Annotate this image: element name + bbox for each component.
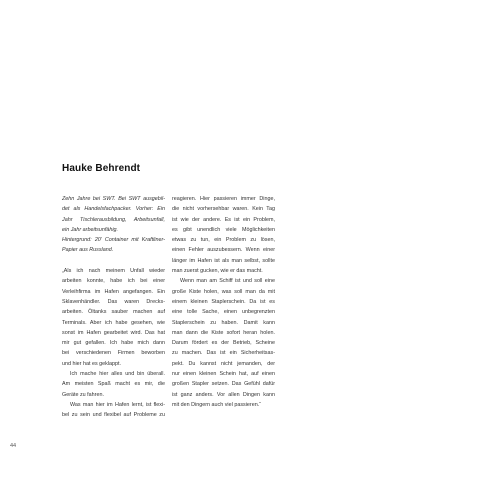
body-line: und hier hat es geklappt. <box>62 360 122 367</box>
body-line: ist ganz anders. Vor allen Dingen kann <box>172 391 275 398</box>
paragraph-gap <box>62 256 165 266</box>
right-column <box>172 194 275 410</box>
body-line: Wenn man am Schiff ist und soll eine <box>180 278 275 285</box>
body-line: länger im Hafen ist als man selbst, sollte <box>172 257 275 264</box>
intro-line: Jahr Tischlerausbildung, Arbeitsunfall, <box>62 216 165 223</box>
body-line: einem kleinen Staplerschein. Da ist es <box>172 298 275 305</box>
body-line: Was man hier im Hafen lernt, ist flexi- <box>70 401 165 408</box>
body-line: pekt. Du kannst nicht jemanden, der <box>172 360 275 367</box>
article-title: Hauke Behrendt <box>62 163 141 174</box>
body-text-left <box>62 266 165 420</box>
body-line: zu machen. Das ist ein Sicherheitsas- <box>172 350 275 357</box>
body-line: bel zu sein und flexibel auf Probleme zu <box>62 412 165 419</box>
intro-line: ein Jahr arbeitsunfähig. <box>62 226 119 233</box>
body-line: man zuerst gucken, wie er das macht. <box>172 268 263 275</box>
body-line: arbeiten. Öltanks sauber machen auf <box>62 309 165 316</box>
body-line: Darum fördert es der Betrieb, Scheine <box>172 340 275 347</box>
body-line: reagieren. Hier passieren immer Dinge, <box>172 196 275 202</box>
body-line: eine tolle Sache, einen unbegrenzten <box>172 309 275 316</box>
intro-line: Hintergrund: 20’ Container mit Kraftliner- <box>62 237 165 244</box>
body-line: die nicht vorhersehbar waren. Kein Tag <box>172 206 275 213</box>
intro-paragraph <box>62 194 165 256</box>
body-line: einen Fehler auszubessern. Wenn einer <box>172 247 275 254</box>
body-line: nur einen kleinen Schein hat, auf einen <box>172 371 275 378</box>
intro-line: Zehn Jahre bei SWT. Bei SWT ausgebil- <box>62 196 165 202</box>
body-line: sonst im Hafen gearbeitet wird. Das hat <box>62 329 165 336</box>
body-line: großen Stapler setzen. Das Gefühl dafür <box>172 381 275 388</box>
body-line: ist wie der andere. Es ist ein Problem, <box>172 216 275 223</box>
intro-line: Papier aus Russland. <box>62 247 114 254</box>
body-line: Sklavenhändler. Das waren Drecks- <box>62 298 165 305</box>
body-line: man dann die Kiste sofort heran holen. <box>172 329 275 336</box>
body-line: mit den Dingern auch viel passieren.“ <box>172 401 261 408</box>
left-column <box>62 194 165 421</box>
body-line: Ich mache hier alles und bin überall. <box>70 371 165 378</box>
body-line: es gibt unendlich viele Möglichkeiten <box>172 226 275 233</box>
intro-line: det als Handelsfachpacker. Vorher: Ein <box>62 206 165 213</box>
page-number: 44 <box>10 443 17 449</box>
body-line: große Kiste holen, was soll man da mit <box>172 288 275 295</box>
body-line: Geräte zu fahren. <box>62 391 104 398</box>
body-line: „Als ich nach meinem Unfall wieder <box>62 268 165 275</box>
body-line: Terminals. Aber ich habe gesehen, wie <box>62 319 165 326</box>
body-line: Am meisten Spaß macht es mir, die <box>62 381 165 388</box>
body-line: Staplerschein zu haben. Damit kann <box>172 319 275 326</box>
body-line: mir gut gefallen. Ich habe mich dann <box>62 340 165 347</box>
body-line: arbeiten konnte, habe ich bei einer <box>62 278 165 285</box>
body-line: Verleihfirma im Hafen angefangen. Ein <box>62 288 165 295</box>
body-line: etwas zu tun, ein Problem zu lösen, <box>172 237 275 244</box>
body-line: bei verschiedenen Firmen beworben <box>62 350 165 357</box>
